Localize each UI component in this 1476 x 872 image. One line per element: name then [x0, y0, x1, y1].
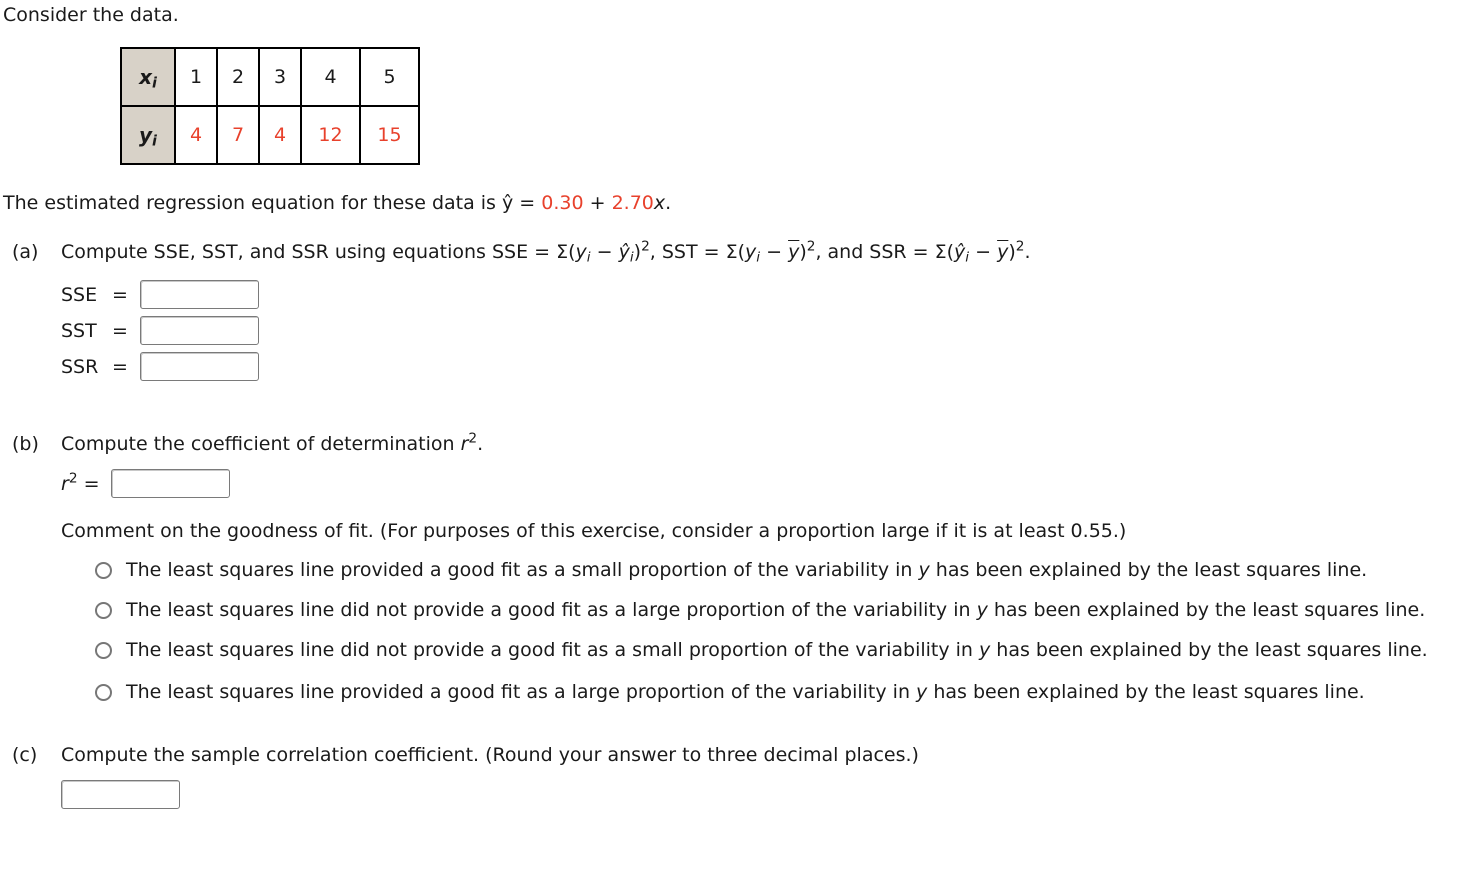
- table-row-x: [121, 48, 419, 106]
- sse-equals: =: [112, 284, 128, 306]
- part-a-question: Compute SSE, SST, and SSR using equations SSE = $\Sigma(y_i$ − $ŷ_i)^2$, SST = $\Sigma(y_i - \overline{y})^2$, and SSR = $\Sigma(ŷ_i - \overline{y})^2$.: [61, 238, 1031, 266]
- fit-option-1-label[interactable]: The least squares line provided a good fit as a small proportion of the variability in y has been explained by the least squares line.: [126, 559, 1368, 581]
- x-value: 3: [259, 48, 301, 106]
- ssr-equals: =: [112, 356, 128, 378]
- sse-label: SSE: [61, 284, 98, 306]
- sst-equals: =: [112, 320, 128, 342]
- sst-input[interactable]: [140, 316, 259, 345]
- fit-option-4-label[interactable]: The least squares line provided a good fit as a large proportion of the variability in y has been explained by the least squares line.: [126, 681, 1365, 703]
- y-header: $y_i$: [121, 106, 175, 164]
- y-value: 15: [360, 106, 419, 164]
- part-b-marker: (b): [12, 433, 39, 455]
- fit-option-4-radio[interactable]: [95, 684, 112, 701]
- y-value: 4: [175, 106, 217, 164]
- r-squared-label: $r^2$ =: [61, 470, 100, 495]
- x-value: 4: [301, 48, 360, 106]
- y-value: 7: [217, 106, 259, 164]
- r-squared-input[interactable]: [111, 469, 230, 498]
- fit-option-1-radio[interactable]: [95, 562, 112, 579]
- y-value: 12: [301, 106, 360, 164]
- table-row-y: [121, 106, 419, 164]
- slope-value: 2.70: [611, 192, 654, 214]
- x-value: 2: [217, 48, 259, 106]
- ssr-label: SSR: [61, 356, 99, 378]
- sse-input[interactable]: [140, 280, 259, 309]
- y-value: 4: [259, 106, 301, 164]
- fit-option-2-label[interactable]: The least squares line did not provide a good fit as a large proportion of the variability in y has been explained by the least squares line.: [126, 599, 1426, 621]
- part-b-question: Compute the coefficient of determination $r^2$.: [61, 430, 484, 455]
- intercept-value: 0.30: [541, 192, 584, 214]
- fit-option-3-label[interactable]: The least squares line did not provide a good fit as a small proportion of the variability in y has been explained by the least squares line.: [126, 639, 1428, 661]
- part-c-question: Compute the sample correlation coefficient. (Round your answer to three decimal places.): [61, 744, 919, 766]
- part-c-marker: (c): [12, 744, 38, 766]
- x-value: 5: [360, 48, 419, 106]
- intro-text: Consider the data.: [3, 4, 179, 26]
- ssr-input[interactable]: [140, 352, 259, 381]
- data-table: [120, 47, 420, 165]
- fit-option-2-radio[interactable]: [95, 602, 112, 619]
- goodness-of-fit-prompt: Comment on the goodness of fit. (For purposes of this exercise, consider a proportion large if it is at least 0.55.): [61, 520, 1127, 542]
- correlation-input[interactable]: [61, 780, 180, 809]
- fit-option-3-radio[interactable]: [95, 642, 112, 659]
- sst-label: SST: [61, 320, 97, 342]
- x-header: $x_i$: [121, 48, 175, 106]
- x-value: 1: [175, 48, 217, 106]
- regression-equation: The estimated regression equation for these data is ŷ = 0.30 + 2.70x.: [3, 192, 672, 214]
- part-a-marker: (a): [12, 241, 39, 263]
